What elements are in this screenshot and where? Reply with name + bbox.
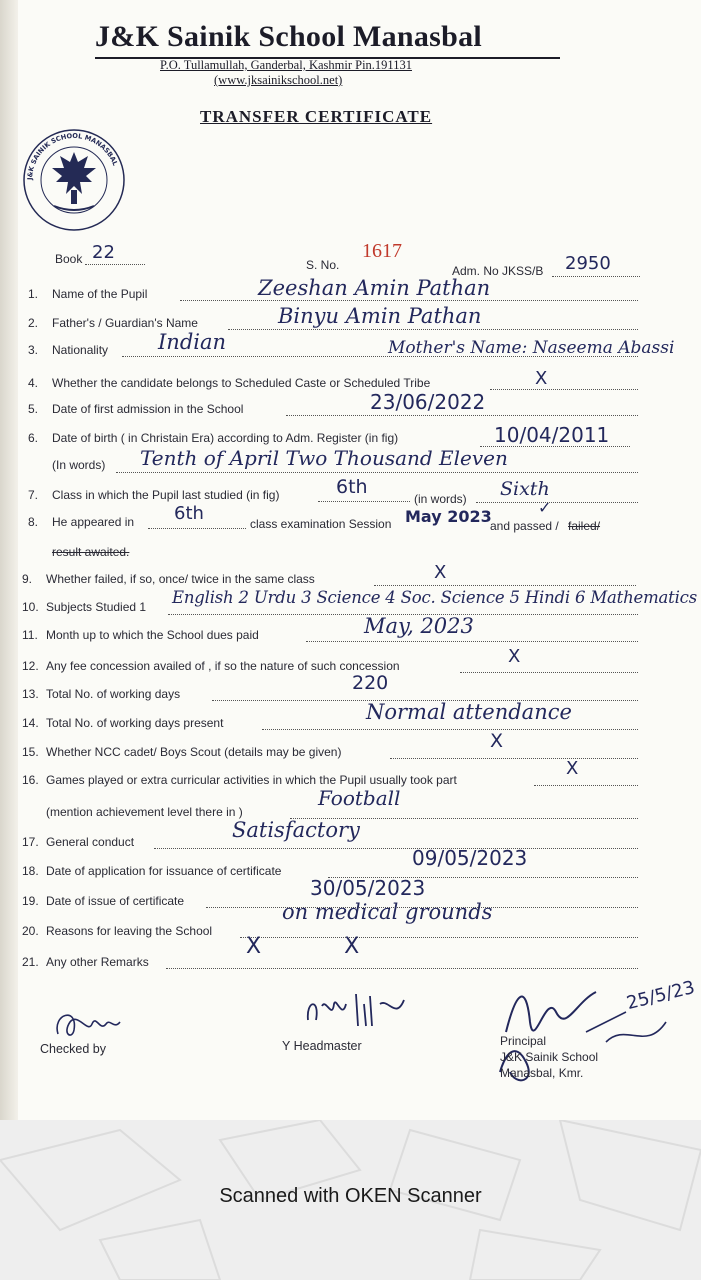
field-15-cross: X: [490, 730, 504, 752]
pupil-name-value: Zeeshan Amin Pathan: [258, 276, 491, 300]
field-4-label: 4. Whether the candidate belongs to Scheduled Caste or Scheduled Tribe: [28, 376, 431, 390]
headmaster-label: Y Headmaster: [282, 1039, 362, 1053]
field-9-label: 9. Whether failed, if so, once/ twice in the same class: [22, 572, 315, 586]
school-name: J&K Sainik School Manasbal: [95, 20, 483, 53]
seal-text: J&K SAINIK SCHOOL MANASBAL: [25, 131, 120, 181]
achievement-label: (mention achievement level there in ): [46, 805, 243, 819]
field-4-dots: [490, 389, 638, 390]
field-19-label: 19. Date of issue of certificate: [22, 894, 185, 908]
mother-name-value: Mother's Name: Naseema Abassi: [388, 338, 675, 358]
field-12-cross: X: [508, 646, 521, 667]
conduct-value: Satisfactory: [232, 818, 360, 842]
field-12-label: 12. Any fee concession availed of , if so the nature of such concession: [22, 659, 400, 673]
field-2-dots: [228, 329, 638, 330]
scanner-watermark-text: Scanned with OKEN Scanner: [219, 1185, 482, 1207]
serial-number: 1617: [362, 240, 402, 262]
admission-date-value: 23/06/2022: [370, 390, 486, 414]
dob-words-value: Tenth of April Two Thousand Eleven: [140, 446, 508, 470]
principal-stamp-line-1: Principal: [500, 1034, 547, 1048]
admission-number-label: Adm. No JKSS/B: [452, 264, 544, 278]
field-14-label: 14. Total No. of working days present: [22, 716, 224, 730]
class-words-label: (in words): [414, 492, 467, 506]
dob-words-dots: [116, 472, 638, 473]
dob-figure-value: 10/04/2011: [494, 423, 610, 447]
last-class-figure-value: 6th: [336, 476, 368, 498]
field-20-label: 20. Reasons for leaving the School: [22, 924, 213, 938]
field-6-label: 6. Date of birth ( in Christain Era) according to Adm. Register (in fig): [28, 431, 399, 445]
field-10-label: 10. Subjects Studied 1: [22, 600, 147, 614]
field-14-dots: [262, 729, 638, 730]
appeared-class-value: 6th: [174, 503, 204, 524]
class-fig-dots: [318, 501, 410, 502]
field-16-dots: [534, 785, 638, 786]
checked-by-label: Checked by: [40, 1042, 107, 1056]
field-1-label: 1. Name of the Pupil: [28, 287, 148, 301]
field-9-cross: X: [434, 562, 447, 583]
paper-edge-shadow: [0, 0, 18, 1120]
dues-paid-value: May, 2023: [364, 614, 474, 638]
passed-tick-mark: ✓: [538, 498, 552, 517]
admission-dots: [552, 276, 640, 277]
exam-session-value: May 2023: [405, 507, 492, 526]
field-4-cross: X: [535, 368, 548, 389]
field-18-label: 18. Date of application for issuance of certificate: [22, 864, 282, 878]
field-15-label: 15. Whether NCC cadet/ Boys Scout (details may be given): [22, 745, 342, 759]
admission-number-value: 2950: [565, 253, 611, 274]
last-class-words-value: Sixth: [500, 478, 550, 500]
school-seal-emblem: [18, 124, 130, 236]
book-dots: [85, 264, 145, 265]
issue-date-value: 30/05/2023: [310, 876, 426, 900]
principal-stamp-line-3: Manasbal, Kmr.: [500, 1066, 584, 1080]
headmaster-signature: [300, 990, 420, 1038]
nationality-value: Indian: [158, 330, 227, 354]
field-5-dots: [286, 415, 638, 416]
exam-session-label: class examination Session: [250, 517, 392, 531]
days-present-value: Normal attendance: [366, 700, 572, 724]
field-8-label: 8. He appeared in: [28, 515, 135, 529]
book-value: 22: [92, 242, 115, 263]
sno-label: S. No.: [306, 258, 340, 272]
subjects-value: English 2 Urdu 3 Science 4 Soc. Science 5 Hindi 6 Mathematics: [172, 588, 697, 607]
field-2-label: 2. Father's / Guardian's Name: [28, 316, 198, 330]
field-11-label: 11. Month up to which the School dues paid: [22, 628, 259, 642]
application-date-value: 09/05/2023: [412, 846, 528, 870]
dob-words-label: (In words): [52, 458, 106, 472]
field-11-dots: [306, 641, 638, 642]
class-words-dots: [476, 502, 638, 503]
working-days-value: 220: [352, 672, 389, 694]
field-3-label: 3. Nationality: [28, 343, 109, 357]
field-17-label: 17. General conduct: [22, 835, 135, 849]
failed-struck-label: failed/: [568, 519, 601, 533]
field-21-label: 21. Any other Remarks: [22, 955, 149, 969]
leaving-reason-value: on medical grounds: [282, 900, 493, 924]
appeared-class-dots: [148, 528, 246, 529]
document-title: TRANSFER CERTIFICATE: [200, 107, 433, 126]
school-address: P.O. Tullamullah, Ganderbal, Kashmir Pin.191131: [160, 58, 412, 72]
field-1-dots: [180, 300, 638, 301]
book-label: Book: [55, 252, 83, 266]
passed-label: and passed /: [490, 519, 559, 533]
field-12-dots: [460, 672, 638, 673]
field-15-dots: [390, 758, 638, 759]
games-value: Football: [318, 786, 401, 810]
field-16-cross: X: [566, 758, 579, 779]
field-17-dots: [154, 848, 638, 849]
result-awaited-struck-label: result awaited.: [52, 545, 130, 559]
remarks-crosses: X X: [246, 934, 360, 959]
field-9-dots: [374, 585, 636, 586]
field-21-dots: [166, 968, 638, 969]
field-13-label: 13. Total No. of working days: [22, 687, 181, 701]
field-7-label: 7. Class in which the Pupil last studied (in fig): [28, 488, 280, 502]
field-5-label: 5. Date of first admission in the School: [28, 402, 244, 416]
principal-signature-date: 25/5/23: [624, 976, 697, 1015]
father-name-value: Binyu Amin Pathan: [278, 304, 482, 328]
school-website: (www.jksainikschool.net): [214, 73, 343, 87]
principal-stamp-line-2: J&K Sainik School: [500, 1050, 599, 1064]
field-16-label: 16. Games played or extra curricular activities in which the Pupil usually took part: [22, 773, 457, 787]
